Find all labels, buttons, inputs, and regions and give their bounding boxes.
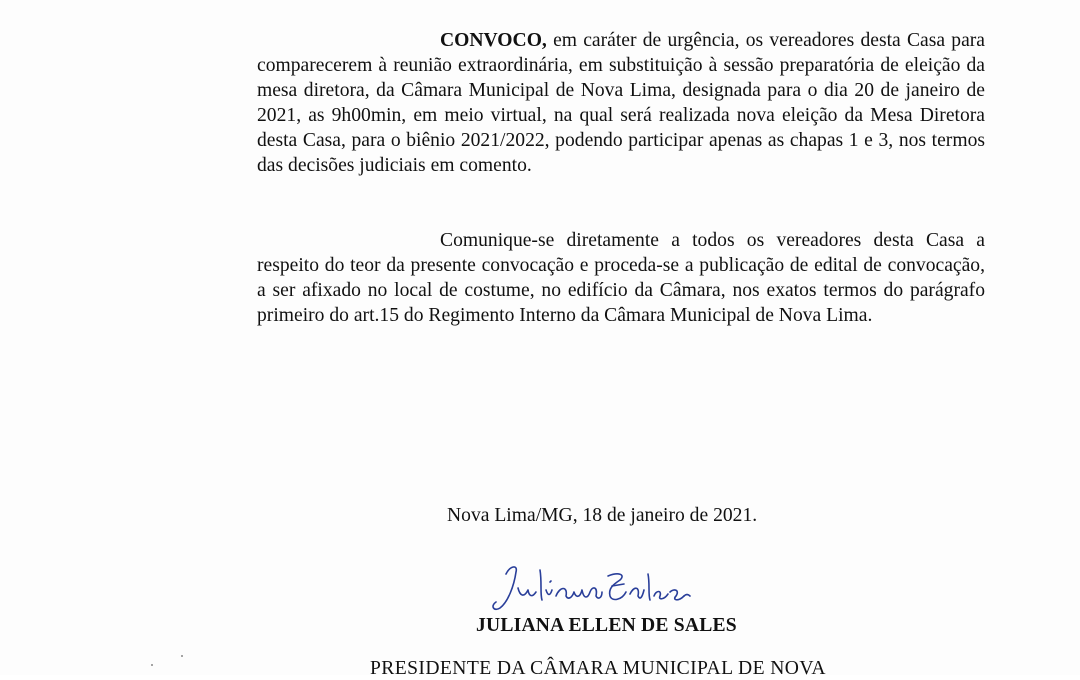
place-date-line: Nova Lima/MG, 18 de janeiro de 2021. — [447, 505, 758, 526]
communication-paragraph — [257, 228, 985, 328]
scan-speck — [181, 655, 183, 657]
convoco-lead: CONVOCO, — [440, 30, 547, 51]
convocation-paragraph — [257, 28, 985, 178]
scan-speck — [151, 664, 153, 666]
signer-title: PRESIDENTE DA CÂMARA MUNICIPAL DE NOVA — [370, 658, 826, 679]
convocation-text: em caráter de urgência, os vereadores desta Casa para comparecerem à reunião extraordinária, em substituição à sessão preparatória de eleição da mesa diretora, da Câmara Municipal de Nova Lima, designada para o dia 20 de janeiro de 2021, as 9h00min, em meio virtual, na qual será realizada nova eleição da Mesa Diretora desta Casa, para o biênio 2021/2022, podendo participar apenas as chapas 1 e 3, nos termos das decisões judiciais em comento. — [257, 30, 985, 176]
signer-name: JULIANA ELLEN DE SALES — [476, 615, 737, 636]
communication-text: Comunique-se diretamente a todos os vereadores desta Casa a respeito do teor da presente convocação e proceda-se a publicação de edital de convocação, a ser afixado no local de costume, no edifício da Câmara, nos exatos termos do parágrafo primeiro do art.15 do Regimento Interno da Câmara Municipal de Nova Lima. — [257, 230, 985, 326]
